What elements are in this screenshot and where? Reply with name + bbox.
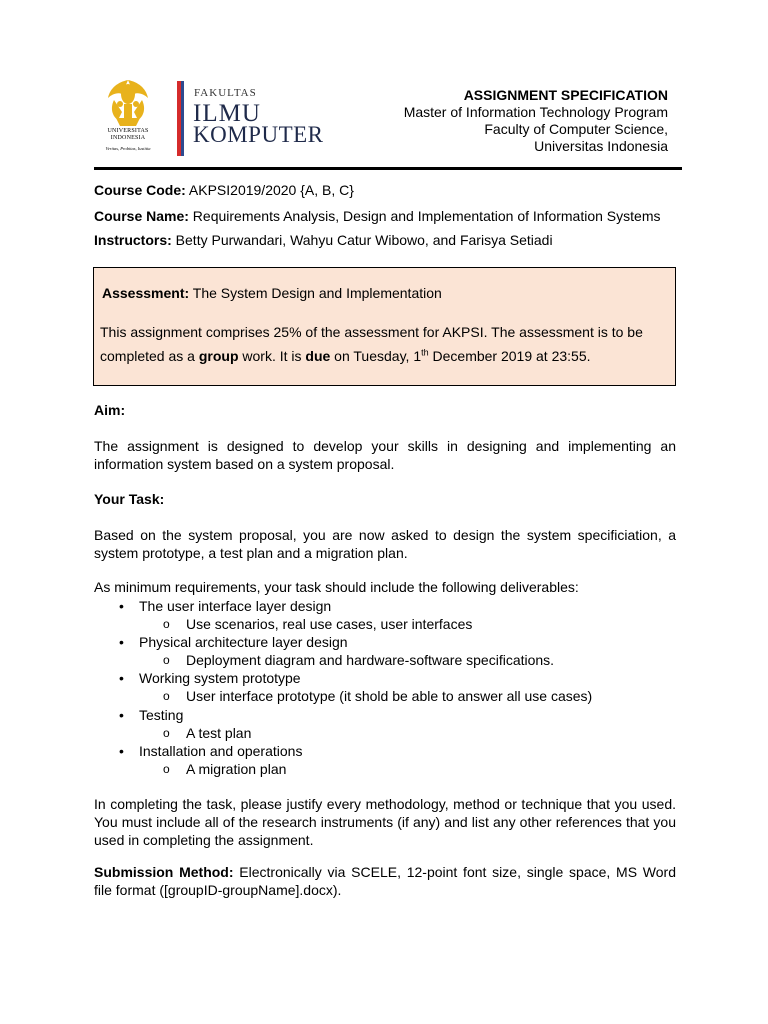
task-text: Based on the system proposal, you are now asked to design the system specificiation, a system prototype, a test plan and a migration plan. bbox=[94, 527, 676, 561]
instructors-label: Instructors: bbox=[94, 232, 172, 248]
list-sub-item: A migration plan bbox=[186, 761, 287, 777]
course-name bbox=[94, 207, 660, 225]
spec-university: Universitas Indonesia bbox=[534, 138, 668, 154]
list-item: Installation and operations bbox=[139, 743, 303, 759]
sub-bullet-icon: o bbox=[163, 689, 170, 703]
aim-heading: Aim: bbox=[94, 402, 126, 418]
list-sub-item: User interface prototype (it shold be able to answer all use cases) bbox=[186, 688, 593, 704]
list-sub-item: A test plan bbox=[186, 725, 252, 741]
assessment-group: group bbox=[198, 348, 239, 364]
submission-value: Electronically via SCELE, 12-point font size, single space, MS Word file format ([groupID-groupName].docx). bbox=[94, 864, 676, 898]
list-item: Physical architecture layer design bbox=[139, 634, 348, 650]
sub-bullet-icon: o bbox=[163, 726, 170, 740]
bullet-icon: • bbox=[119, 598, 124, 614]
course-name-value: Requirements Analysis, Design and Implementation of Information Systems bbox=[188, 208, 661, 224]
list-item: Testing bbox=[139, 707, 184, 723]
aim-text: The assignment is designed to develop your skills in designing and implementing an information system based on a system proposal. bbox=[94, 438, 676, 472]
sub-bullet-icon: o bbox=[163, 762, 170, 776]
closing-text: In completing the task, please justify every methodology, method or technique that you used. You must include all of the research instruments (if any) and list any other references that you used in completing the assignment. bbox=[94, 796, 676, 848]
university-name-line1: UNIVERSITAS bbox=[107, 128, 149, 134]
list-sub-item: Deployment diagram and hardware-software specifications. bbox=[186, 652, 555, 668]
assessment-date-suffix: th bbox=[421, 347, 429, 358]
list-sub-item: Use scenarios, real use cases, user interfaces bbox=[186, 616, 473, 632]
bullet-icon: • bbox=[119, 670, 124, 686]
assessment-text-2: work. It is bbox=[238, 348, 306, 364]
assessment-text-1: This assignment comprises 25% of the assessment for AKPSI. The assessment is to be completed as a bbox=[100, 324, 643, 364]
instructors bbox=[94, 231, 553, 249]
submission-method bbox=[94, 863, 676, 899]
university-motto: Veritas, Probitas, Iustitia bbox=[105, 146, 151, 151]
course-name-label: Course Name: bbox=[94, 208, 189, 224]
spec-header bbox=[404, 87, 668, 155]
university-name-line2: INDONESIA bbox=[110, 135, 146, 141]
spec-faculty: Faculty of Computer Science, bbox=[484, 121, 668, 137]
instructors-value: Betty Purwandari, Wahyu Catur Wibowo, and Farisya Setiadi bbox=[171, 232, 553, 248]
header-divider bbox=[94, 167, 682, 170]
course-code bbox=[94, 181, 354, 199]
assessment-title bbox=[102, 284, 442, 302]
universitas-indonesia-logo bbox=[98, 78, 158, 158]
sub-bullet-icon: o bbox=[163, 653, 170, 667]
faculty-label: FAKULTAS bbox=[194, 87, 257, 99]
bullet-icon: • bbox=[119, 634, 124, 650]
university-name bbox=[98, 128, 158, 142]
spec-program: Master of Information Technology Program bbox=[403, 104, 668, 120]
sub-bullet-icon: o bbox=[163, 617, 170, 631]
list-item: Working system prototype bbox=[139, 670, 301, 686]
bullet-icon: • bbox=[119, 707, 124, 723]
assessment-label: Assessment: bbox=[102, 285, 190, 301]
course-code-label: Course Code: bbox=[94, 182, 186, 198]
faculty-name-line1: ILMU bbox=[193, 100, 261, 127]
course-code-value: AKPSI2019/2020 {A, B, C} bbox=[185, 182, 354, 198]
list-item: The user interface layer design bbox=[139, 598, 332, 614]
assessment-text-4: December 2019 at 23:55. bbox=[428, 348, 591, 364]
task-heading: Your Task: bbox=[94, 491, 165, 507]
bullet-icon: • bbox=[119, 743, 124, 759]
makara-emblem-icon bbox=[104, 78, 152, 128]
deliverables-intro: As minimum requirements, your task should include the following deliverables: bbox=[94, 579, 579, 595]
logo-bar-blue bbox=[181, 81, 184, 156]
faculty-name-line2: KOMPUTER bbox=[193, 122, 324, 147]
assessment-description bbox=[100, 320, 660, 368]
assessment-box bbox=[93, 267, 676, 386]
assessment-value: The System Design and Implementation bbox=[189, 285, 442, 301]
spec-title: ASSIGNMENT SPECIFICATION bbox=[463, 87, 668, 103]
assessment-text-3: on Tuesday, 1 bbox=[330, 348, 422, 364]
submission-label: Submission Method: bbox=[94, 864, 234, 880]
assessment-due: due bbox=[305, 348, 331, 364]
